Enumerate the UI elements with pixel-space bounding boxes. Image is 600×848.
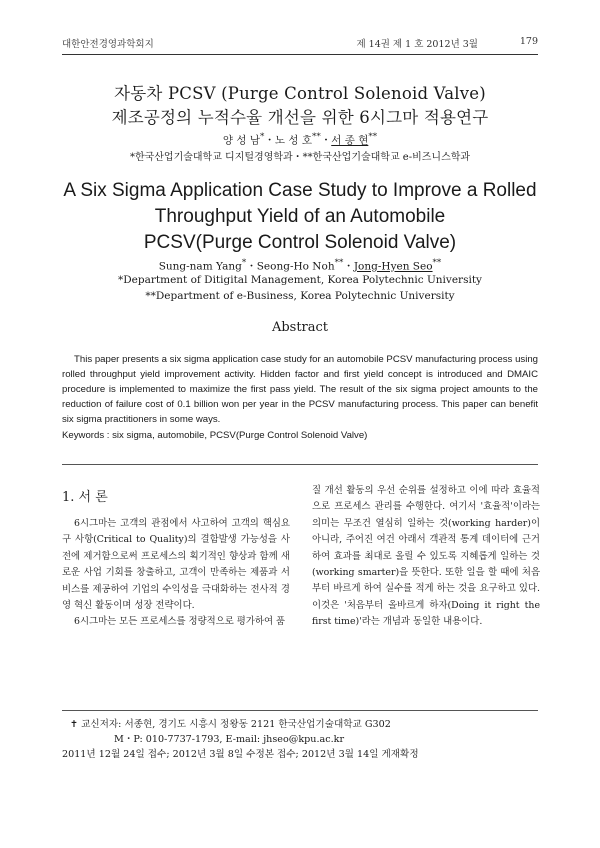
paragraph: 6시그마는 고객의 관점에서 사고하여 고객의 핵심요구 사항(Critical to Quality)의 결함발생 가능성을 사전에 제거함으로써 프로세스의 획기적인 향상과 함께 새로운 사업 기회를 창출하고, 고객이 만족하는 제품과 서비스를 제공하여 기업의 수익성을 극대화하는 전사적 경영 혁신 활동이며 성장 전략이다. — [62, 518, 290, 612]
page-number: 179 — [519, 36, 538, 47]
korean-author-3: 서 종 현 — [331, 134, 369, 147]
left-column — [62, 516, 290, 631]
keywords: Keywords : six sigma, automobile, PCSV(Purge Control Solenoid Valve) — [62, 430, 368, 441]
issue-info: 제 14권 제 1 호 2012년 3월 — [356, 39, 478, 50]
abstract-body: This paper presents a six sigma application case study for an automobile PCSV manufacturing process using rolled throughput yield improvement activity. Hidden factor and first yield concept is introduced and DMAIC procedure is implemented to maximize the first pass yield. The result of the six sigma project amounts to the reduction of failure cost of 0.1 billion won per year in the PCSV manufacturing process. This paper can benefit six sigma practitioners in some ways. — [62, 354, 538, 425]
paragraph: 6시그마는 모든 프로세스를 정량적으로 평가하여 품 — [74, 616, 286, 628]
english-title-line-3: PCSV(Purge Control Solenoid Valve) — [143, 232, 457, 253]
submission-dates: 2011년 12월 24일 접수; 2012년 3월 8일 수정본 접수; 2012년 3월 14일 게재확정 — [62, 749, 419, 760]
english-affiliation-2: **Department of e-Business, Korea Polytechnic University — [145, 290, 455, 302]
right-column — [312, 483, 540, 631]
paragraph: 질 개선 활동의 우선 순위를 설정하고 이에 따라 효율적으로 프로세스 관리를 수행한다. 여기서 '효율적'이라는 의미는 무조건 열심히 일하는 것(working harder)이 아니라, 주어진 여건 아래서 객관적 통계 데이터에 근거하여 효과를 최대로 올릴 수 있도록 지혜롭게 일하는 것(working smarter)을 뜻한다. 또한 일을 할 때에 처음부터 바르게 하여 실수를 적게 하는 것을 요구하고 있다. 이것은 '처음부터 올바르게 하자(Doing it right the first time)'라는 개념과 동일한 내용이다. — [312, 485, 540, 628]
english-author-2: Seong-Ho Noh — [256, 260, 335, 273]
korean-author-1: 양 성 남 — [222, 134, 260, 147]
english-author-1: Sung-nam Yang — [158, 260, 242, 273]
english-author-3: Jong-Hyen Seo — [353, 260, 433, 273]
footnote-rule — [62, 710, 538, 711]
korean-affiliation: *한국산업기술대학교 디지털경영학과・**한국산업기술대학교 e-비즈니스학과 — [129, 152, 471, 163]
korean-title-line-2: 제조공정의 누적수율 개선을 위한 6시그마 적용연구 — [111, 108, 489, 127]
contact-info: M・P: 010-7737-1793, E-mail: jhseo@kpu.ac.kr — [114, 734, 345, 745]
english-title-line-1: A Six Sigma Application Case Study to Improve a Rolled — [63, 180, 537, 201]
english-authors: Sung-nam Yang*・Seong-Ho Noh**・Jong-Hyen Seo** — [158, 258, 442, 273]
section-title: 1. 서 론 — [62, 490, 108, 505]
english-affiliation-1: *Department of Ditigital Management, Korea Polytechnic University — [118, 274, 482, 286]
journal-name: 대한안전경영과학회지 — [62, 39, 154, 50]
header-rule — [62, 54, 538, 55]
korean-authors: 양 성 남*・노 성 호**・서 종 현** — [222, 132, 378, 147]
corresponding-author: ✝ 교신저자: 서종현, 경기도 시흥시 정왕동 2121 한국산업기술대학교 G302 — [70, 719, 391, 730]
english-title-line-2: Throughput Yield of an Automobile — [154, 206, 446, 227]
korean-title-line-1: 자동차 PCSV (Purge Control Solenoid Valve) — [114, 84, 486, 103]
abstract-rule — [62, 464, 538, 465]
abstract-heading: Abstract — [271, 320, 329, 335]
korean-author-2: 노 성 호 — [274, 134, 312, 147]
running-header — [62, 36, 538, 52]
